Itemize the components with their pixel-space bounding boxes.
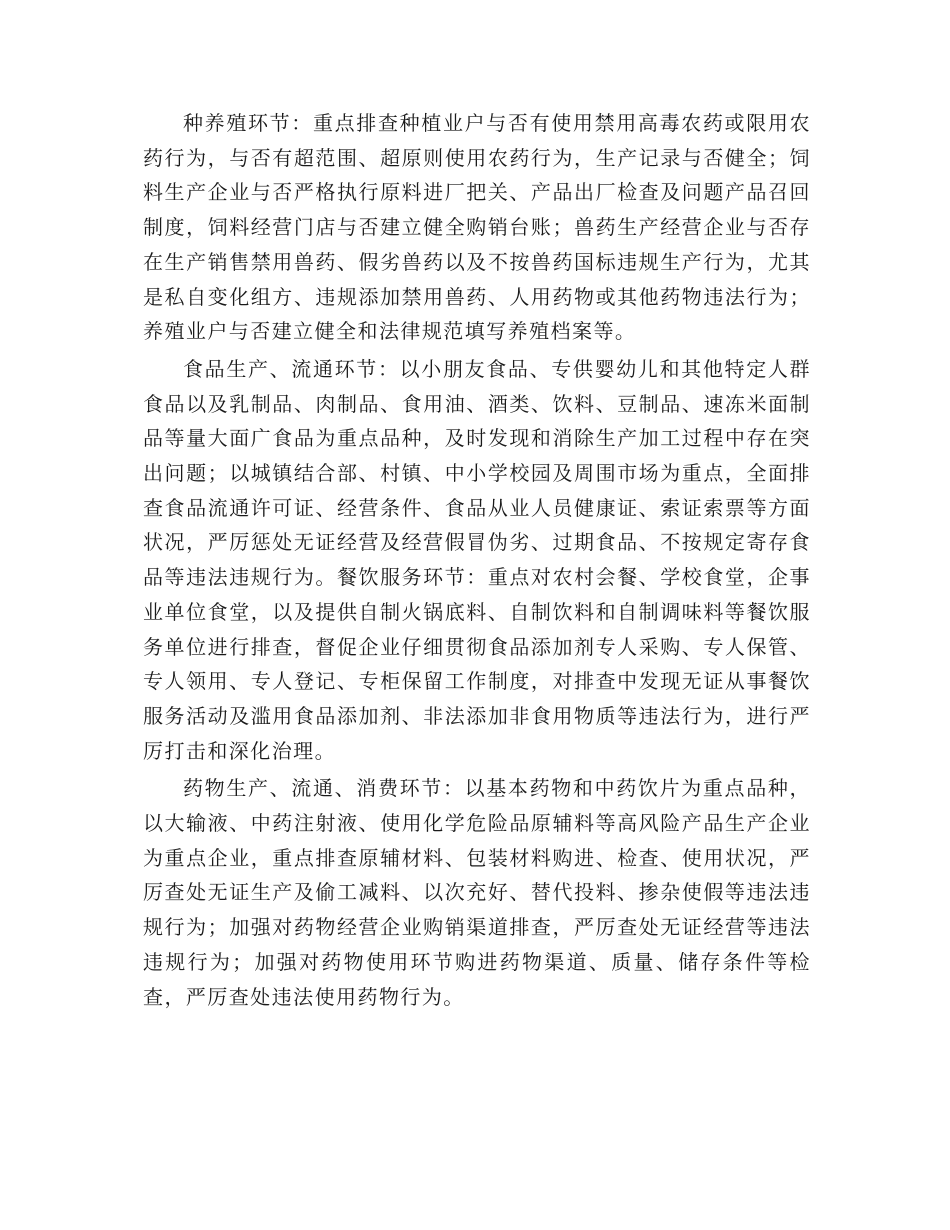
paragraph-food-production: 食品生产、流通环节：以小朋友食品、专供婴幼儿和其他特定人群食品以及乳制品、肉制品、食用油、酒类、饮料、豆制品、速冻米面制品等量大面广食品为重点品种，及时发现和消除生产加工过程中存在突出问题；以城镇结合部、村镇、中小学校园及周围市场为重点，全面排查食品流通许可证、经营条件、食品从业人员健康证、索证索票等方面状况，严厉惩处无证经营及经营假冒伪劣、过期食品、不按规定寄存食品等违法违规行为。餐饮服务环节：重点对农村会餐、学校食堂，企事业单位食堂，以及提供自制火锅底料、自制饮料和自制调味料等餐饮服务单位进行排查，督促企业仔细贯彻食品添加剂专人采购、专人保管、专人领用、专人登记、专柜保留工作制度，对排查中发现无证从事餐饮服务活动及滥用食品添加剂、非法添加非食用物质等违法行为，进行严厉打击和深化治理。 <box>143 356 811 763</box>
paragraph-drug-production: 药物生产、流通、消费环节：以基本药物和中药饮片为重点品种，以大输液、中药注射液、使用化学危险品原辅料等高风险产品生产企业为重点企业，重点排查原辅材料、包装材料购进、检查、使用状况，严厉查处无证生产及偷工减料、以次充好、替代投料、掺杂使假等违法违规行为；加强对药物经营企业购销渠道排查，严厉查处无证经营等违法违规行为；加强对药物使用环节购进药物渠道、质量、储存条件等检查，严厉查处违法使用药物行为。 <box>143 776 811 1009</box>
paragraph-planting-breeding: 种养殖环节：重点排查种植业户与否有使用禁用高毒农药或限用农药行为，与否有超范围、超原则使用农药行为，生产记录与否健全；饲料生产企业与否严格执行原料进厂把关、产品出厂检查及问题产品召回制度，饲料经营门店与否建立健全购销台账；兽药生产经营企业与否存在生产销售禁用兽药、假劣兽药以及不按兽药国标违规生产行为，尤其是私自变化组方、违规添加禁用兽药、人用药物或其他药物违法行为；养殖业户与否建立健全和法律规范填写养殖档案等。 <box>143 111 811 344</box>
document-body <box>143 106 811 1014</box>
